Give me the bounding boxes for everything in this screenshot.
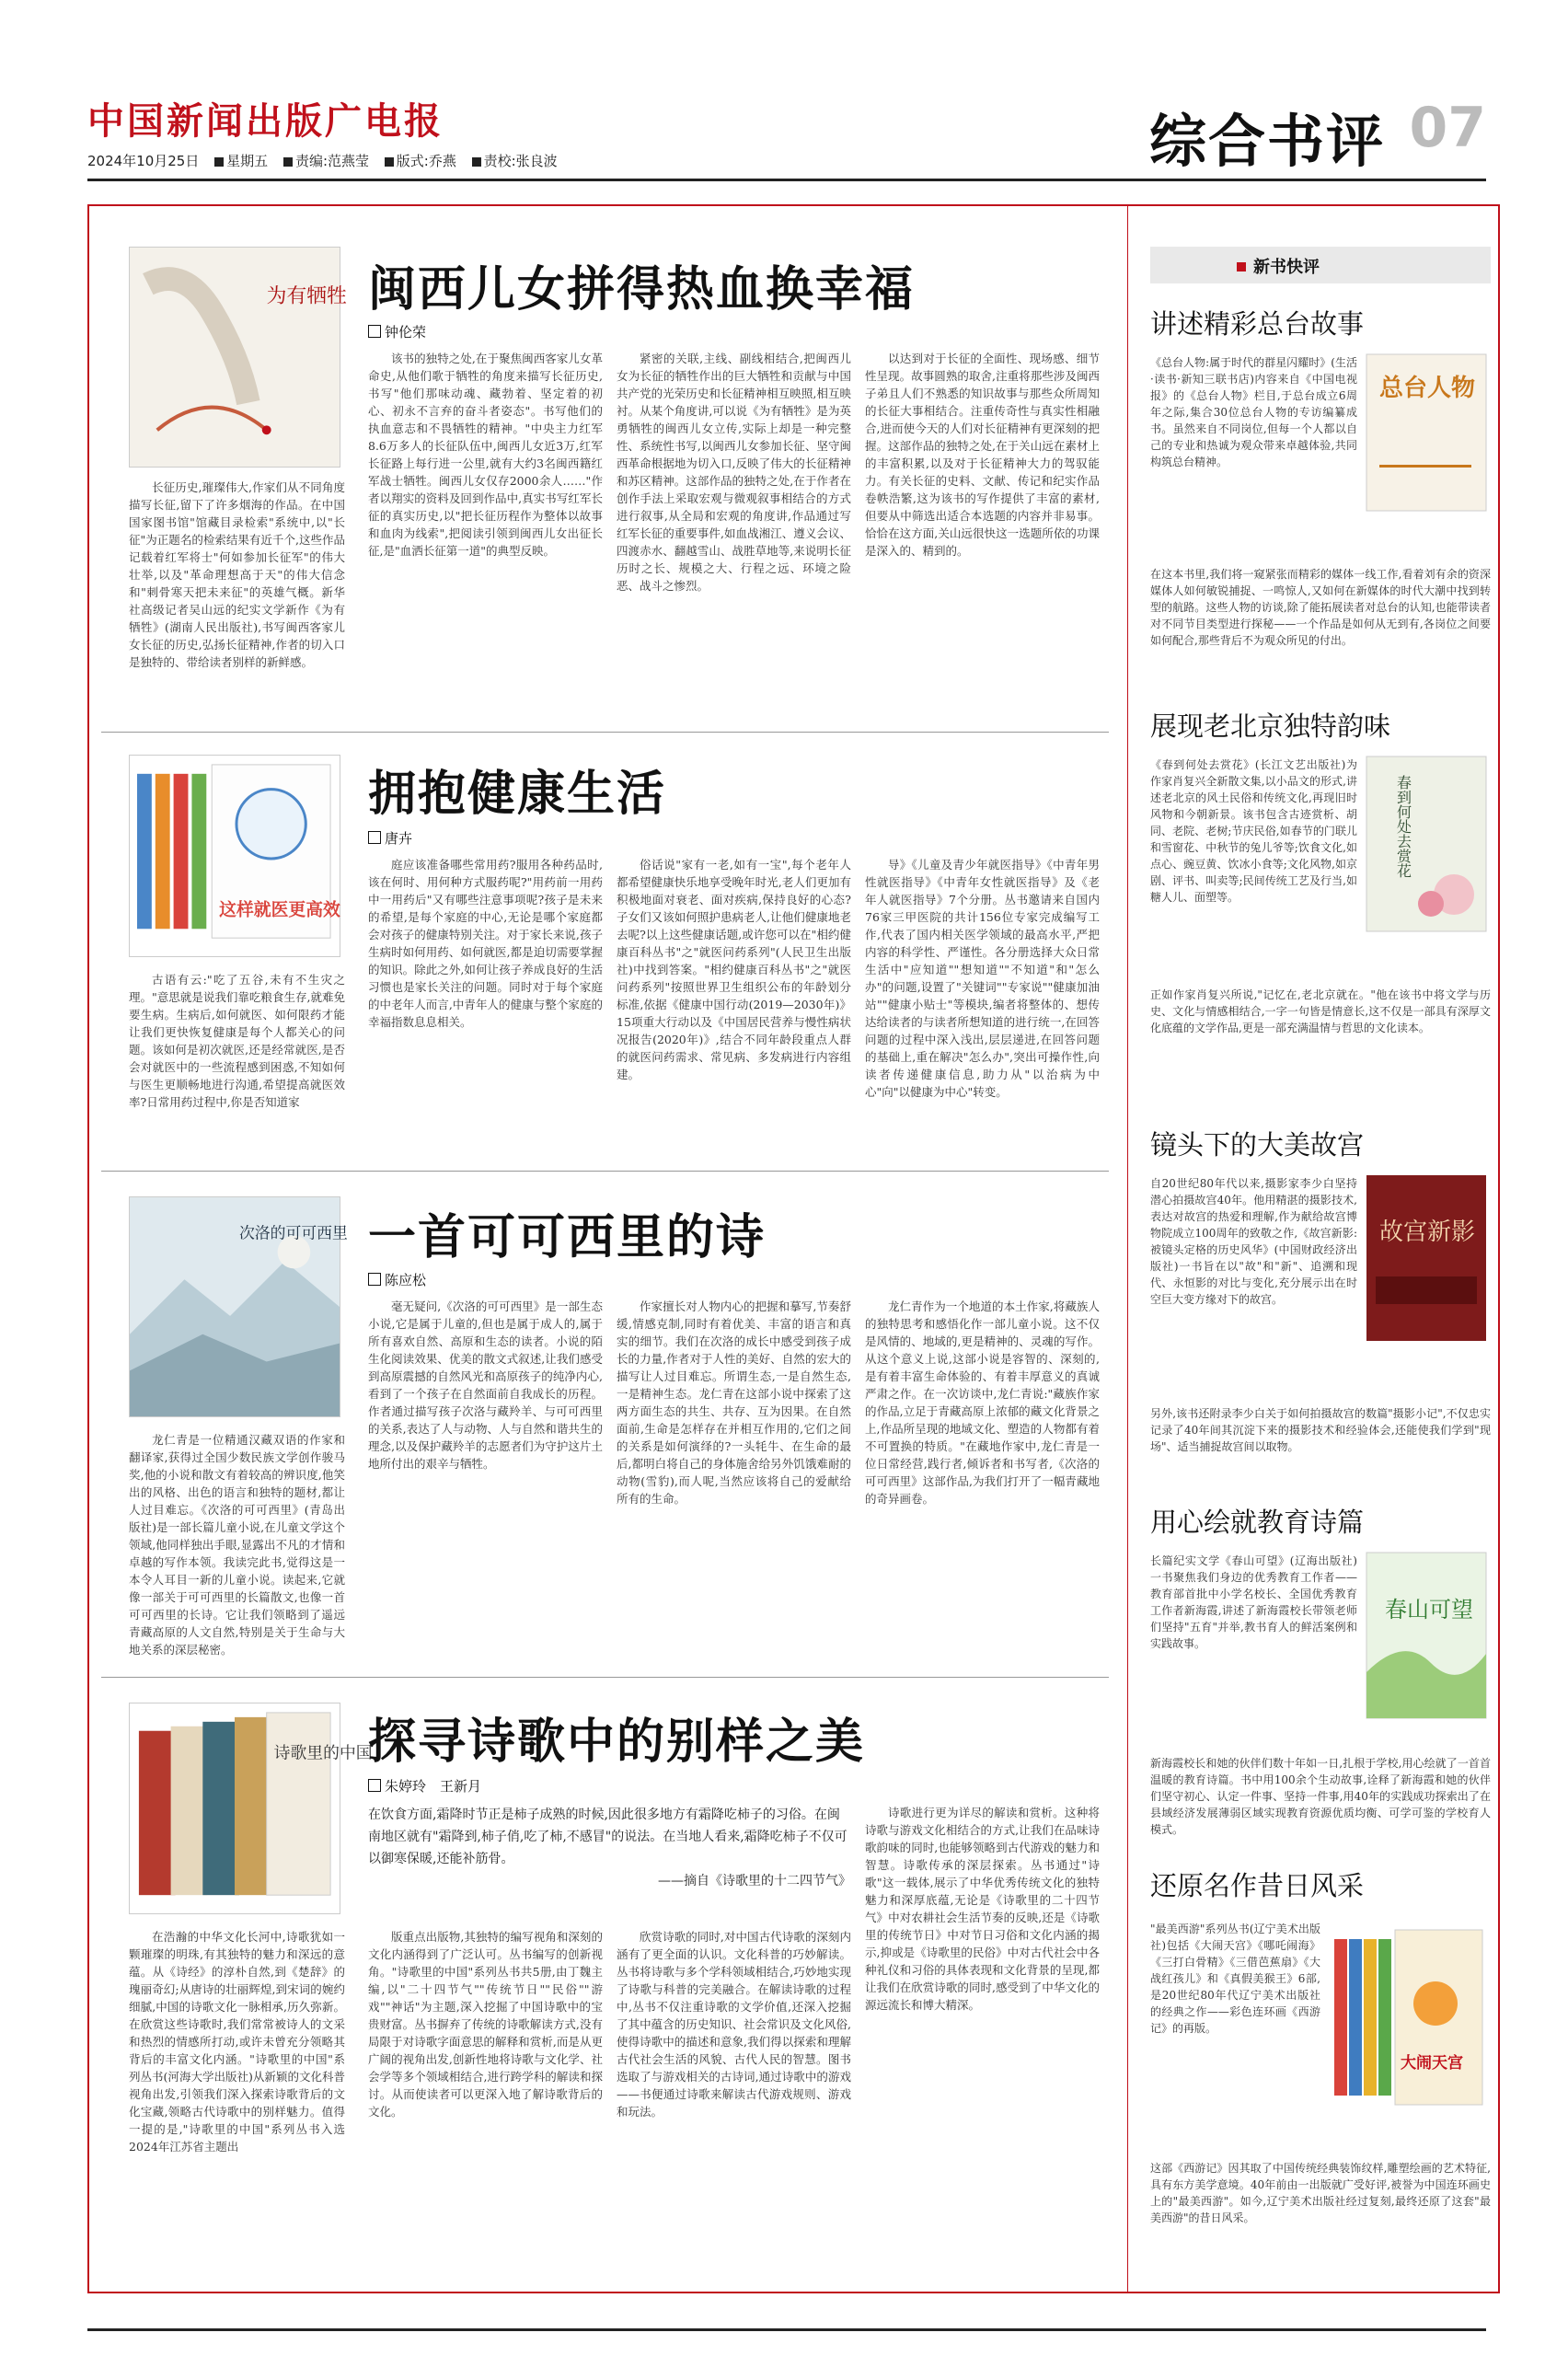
article-headline: 一首可可西里的诗 — [368, 1209, 767, 1265]
issue-date: 2024年10月25日 — [87, 153, 200, 169]
article-3 — [101, 1178, 1109, 1675]
review-text-continued: 正如作家肖复兴所说,"记忆在,老北京就在。"他在该书中将文学与历史、文化与情感相结合,一字一句皆是情意长,这不仅是一部具有深厚文化底蕴的文学作品,更是一部充满温情与哲思的文化读本。 — [1150, 988, 1491, 1034]
sidebar-review-2 — [1150, 706, 1491, 1102]
issue-weekday: 星期五 — [226, 153, 269, 169]
book-cover-title: 总台人物 — [1379, 375, 1476, 402]
article-lead-column: 古语有云:"吃了五谷,未有不生灾之理。"意思就是说我们靠吃粮食生存,就难免要生病。生病后,如何就医、如何限药才能让我们更快恢复健康是每个人都关心的问题。该如何是初次就医,还是经常就医,是否会对就医中的一些流程感到困惑,不知如何与医生更顺畅地进行沟通,希望提高就医效率?日常用药过程中,你是否知道家 — [129, 973, 345, 1109]
review-text: 自20世纪80年代以来,摄影家李少白坚持潜心拍摄故宫40年。他用精湛的摄影技术,表达对故宫的热爱和理解,作为献给故宫博物院成立100周年的致敬之作,《故宫新影:被镜头定格的历史风华》(中国财政经济出版社)一书旨在以"故"和"新"、追溯和现代、永恒影的对比与变化,充分展示出在时空巨大变方缘对下的故宫。 — [1150, 1177, 1357, 1306]
sidebar-section-tag: 新书快评 — [1150, 247, 1491, 283]
article-column-3: 龙仁青作为一个地道的本土作家,将藏族人的独特思考和感悟化作一部儿童小说。这不仅是风情的、地域的,更是精神的、灵魂的写作。从这个意义上说,这部小说是容智的、深刻的,是有着丰富生命体验的、有着丰厚意义的真诚严肃之作。在一次访谈中,龙仁青说:"藏族作家的作品,立足于青藏高原上浓郁的藏文化背景之上,作品所呈现的地域文化、塑造的人物都有着不可置换的特质。"在藏地作家中,龙仁青是一位日常经营,践行者,倾诉者和书写者,《次洛的可可西里》这部作品,为我们打开了一幅青藏地的奇异画卷。 — [865, 1299, 1100, 1506]
review-title: 还原名作昔日风采 — [1150, 1870, 1365, 1901]
article-headline: 拥抱健康生活 — [368, 766, 667, 822]
square-bullet-icon — [1237, 262, 1246, 271]
sidebar-divider — [1127, 204, 1128, 2293]
article-2 — [101, 736, 1109, 1169]
book-cover-title: 这样就医更高效 — [219, 900, 340, 920]
article-byline: 唐卉 — [368, 828, 412, 848]
article-byline: 陈应松 — [368, 1270, 426, 1289]
article-column-2: 作家擅长对人物内心的把握和摹写,节奏舒缓,情感克制,同时有着优美、丰富的语言和真实的细节。我们在次洛的成长中感受到孩子成长的力量,作者对于人性的美好、自然的宏大的描写让人过目难忘。所谓生态,一是自然生态,一是精神生态。龙仁青在这部小说中探索了这两方面生态的共生、共存、互为因果。在自然面前,生命是怎样存在并相互作用的,它们之间的关系是如何演绎的?一头牦牛、在生命的最后,都明白将自己的身体施舍给另外饥饿难耐的动物(雪豹),而人呢,当然应该将自己的爱献给所有的生命。 — [617, 1299, 851, 1506]
book-cover-image — [1325, 1921, 1486, 2114]
review-text: 长篇纪实文学《春山可望》(辽海出版社)一书聚焦我们身边的优秀教育工作者——教育部首批中小学名校长、全国优秀教育工作者新海霞,讲述了新海霞校长带领老师们坚持"五育"并举,教书育人的鲜活案例和实践故事。 — [1150, 1554, 1357, 1650]
new-books-sidebar — [1141, 204, 1491, 2293]
book-cover-image — [129, 755, 340, 957]
article-divider — [101, 1677, 1109, 1678]
date-row — [87, 151, 569, 170]
article-column-2: 俗话说"家有一老,如有一宝",每个老年人都希望健康快乐地享受晚年时光,老人们更加有积极地面对衰老、面对疾病,保持良好的心态?子女们又该如何照护患病老人,让他们健康地老去呢?以上这些健康话题,或许您可以在"相约健康百科丛书"之"就医问药系列"(人民卫生出版社)中找到答案。"相约健康百科丛书"之"就医问药系列"按照世界卫生组织公布的年龄划分标准,依据《健康中国行动(2019—2030年)》15项重大行动以及《中国居民营养与慢性病状况报告(2020年)》,结合不同年龄段重点人群的就医问药需求、常见病、多发病进行内容组建。 — [617, 858, 851, 1081]
sidebar-review-4 — [1150, 1502, 1491, 1842]
book-cover-image — [129, 1196, 348, 1417]
article-headline: 闽西儿女拼得热血换幸福 — [368, 261, 916, 318]
article-column-3: 导》《儿童及青少年就医指导》《中青年男性就医指导》《中青年女性就医指导》及《老年人就医指导》7个分册。丛书邀请来自国内76家三甲医院的共计156位专家完成编写工作,代表了国内相关医学领域的最高水平,严把内容的科学性、严谨性。各分册选择大众日常生活中"应知道""想知道""不知道"和"怎么办"的问题,设置了"关键词""专家说""健康加油站""健康小贴士"等模块,编者将整体的、想传达给读者的与读者所想知道的进行统一,在回答问题的过程中深入浅出,层层递进,在回答问题的基础上,重在解决"怎么办",突出可操作性,向读者传递健康信息,助力从"以治病为中心"向"以健康为中心"转变。 — [865, 858, 1100, 1099]
review-text: "最美西游"系列丛书(辽宁美术出版社)包括《大闹天宫》《哪吒闹海》《三打白骨精》《三借芭蕉扇》《大战红孩儿》和《真假美猴王》6部,是20世纪80年代辽宁美术出版社的经典之作——彩色连环画《西游记》的再版。 — [1150, 1923, 1320, 2035]
review-title: 展现老北京独特韵味 — [1150, 710, 1391, 742]
sidebar-review-1 — [1150, 304, 1491, 681]
page-title: 综合书评 — [1148, 108, 1385, 175]
book-cover-title: 大闹天宫 — [1401, 2054, 1463, 2073]
book-cover-title: 故宫新影 — [1379, 1218, 1476, 1246]
review-title: 用心绘就教育诗篇 — [1150, 1507, 1365, 1538]
sidebar-review-5 — [1150, 1865, 1491, 2270]
pull-quote-source: ——摘自《诗歌里的十二四节气》 — [658, 1874, 851, 1888]
book-cover-title: 次洛的可可西里 — [238, 1223, 348, 1242]
book-cover-image — [1366, 756, 1486, 931]
article-lead-column: 在浩瀚的中华文化长河中,诗歌犹如一颗璀璨的明珠,有其独特的魅力和深远的意蕴。从《诗经》的淳朴自然,到《楚辞》的瑰丽奇幻;从唐诗的壮丽辉煌,到宋词的婉约细腻,中国的诗歌文化一脉相承,历久弥新。在欣赏这些诗歌时,我们常常被诗人的文采和热烈的情感所打动,或许未曾充分领略其背后的丰富文化内涵。"诗歌里的中国"系列丛书(河海大学出版社)从新颖的文化科普视角出发,引领我们深入探索诗歌背后的文化宝藏,领略古代诗歌中的别样魅力。值得一提的是,"诗歌里的中国"系列丛书入选2024年江苏省主题出 — [129, 1930, 345, 2154]
review-text: 《总台人物:属于时代的群星闪耀时》(生活·读书·新知三联书店)内容来自《中国电视报》的《总台人物》栏目,于总台成立6周年之际,集合30位总台人物的专访编纂成书。虽然来自不同岗位,但每一个人都以自己的专业和热诚为观众带来卓越体验,共同构筑总台精神。 — [1150, 356, 1357, 468]
book-cover-title: 为有牺牲 — [266, 284, 347, 308]
article-lead-column: 龙仁青是一位精通汉藏双语的作家和翻译家,获得过全国少数民族文学创作骏马奖,他的小说和散文有着较高的辨识度,他笑出的风格、出色的语言和独特的题材,都让人过目难忘。《次洛的可可西里》(青岛出版社)是一部长篇儿童小说,在儿童文学这个领域,他同样独出手眼,显露出不凡的才情和卓越的写作本领。我读完此书,觉得这是一本令人耳目一新的儿童小说。读起来,它就像一部关于可可西里的长篇散文,也像一首可可西里的长诗。它让我们领略到了遥远青藏高原的人文自然,特别是关于生命与大地关系的深层秘密。 — [129, 1433, 345, 1657]
review-text: 《春到何处去赏花》(长江文艺出版社)为作家肖复兴全新散文集,以小品文的形式,讲述老北京的风土民俗和传统文化,再现旧时风物和今朝新景。该书包含古迹赏析、胡同、老院、老树;节庆民俗,如春节的门联儿和雪窗花、中秋节的兔儿爷等;饮食文化,如点心、豌豆黄、饮冰小食等;文化风物,如京剧、评书、叫卖等;民间传统工艺及行当,如糖人儿、面塑等。 — [1150, 758, 1357, 904]
masthead — [87, 92, 1486, 175]
masthead-rule — [87, 179, 1486, 181]
article-1 — [101, 230, 1109, 732]
footer-rule — [87, 2328, 1486, 2331]
article-column-1: 毫无疑问,《次洛的可可西里》是一部生态小说,它是属于儿童的,但也是属于成人的,属于所有喜欢自然、高原和生态的读者。小说的陌生化阅读效果、优美的散文式叙述,让我们感受到高原震撼的自然风光和高原孩子的纯净内心,看到了一个孩子在自然面前自我成长的历程。作者通过描写孩子次洛与藏羚羊、与可可西里的关系,表达了人与动物、人与自然和谐共生的理念,以及保护藏羚羊的志愿者们为守护这片土地所付出的艰辛与牺牲。 — [368, 1299, 603, 1471]
article-divider — [101, 1171, 1109, 1172]
book-cover-image — [1366, 1553, 1486, 1718]
article-column-3: 以达到对于长征的全面性、现场感、细节性呈现。故事圆熟的取舍,注重将那些涉及闽西子弟且人们不熟悉的知识故事与那些众所周知的长征大事相结合。注重传奇性与真实性相融合,进而使今天的人们对长征精神有更深刻的把握。这部作品的独特之处,在于关山远在素材上的丰富积累,以及对于长征精神大力的驾驭能力。有关长征的史料、文献、传记和纪实作品卷帙浩繁,这为该书的写作提供了丰富的素材,但要从中筛选出适合本选题的内容并非易事。恰恰在这方面,关山远很快这一选题所依的功课是深入的、精到的。 — [865, 352, 1100, 558]
pull-quote — [368, 1804, 851, 1914]
article-column-2: 紧密的关联,主线、副线相结合,把闽西儿女为长征的牺牲作出的巨大牺牲和贡献与中国共产党的光荣历史和长征精神相互映照,相互映衬。从某个角度讲,可以说《为有牺牲》是为英勇牺牲的闽西儿女立传,实际上却是一种完整性、系统性书写,以闽西儿女参加长征、坚守闽西革命根据地为切入口,反映了伟大的长征精神和苏区精神。这部作品的独特之处,在于作者在创作手法上采取宏观与微观叙事相结合的方式进行叙事,从全局和宏观的角度讲,作品通过写红军长征的重要事件,如血战湘江、遵义会议、四渡赤水、翻越雪山、战胜草地等,来说明长征历时之长、规模之大、行程之远、环境之险恶、战斗之惨烈。 — [617, 352, 851, 593]
review-title: 讲述精彩总台故事 — [1150, 308, 1365, 340]
book-cover-image — [129, 1703, 373, 1914]
paper-name: 中国新闻出版广电报 — [87, 99, 444, 143]
editor-credit: 责编:范燕莹 — [294, 153, 369, 169]
book-cover-title: 诗歌里的中国 — [273, 1743, 373, 1763]
review-text-continued: 这部《西游记》因其取了中国传统经典装饰纹样,雕塑绘画的艺术特征,具有东方美学意境。40年前由一出版就广受好评,被誉为中国连环画史上的"最美西游"。如今,辽宁美术出版社经过复刻,最终还原了这套"最美西游"的昔日风采。 — [1150, 2162, 1491, 2224]
sidebar-review-3 — [1150, 1125, 1491, 1484]
page-number: 07 — [1409, 96, 1486, 160]
article-column-2: 欣赏诗歌的同时,对中国古代诗歌的深刻内涵有了更全面的认识。文化科普的巧妙解读。丛书将诗歌与多个学科领域相结合,巧妙地实现了诗歌与科普的完美融合。在解读诗歌的过程中,丛书不仅注重诗歌的文学价值,还深入挖掘了其中蕴含的历史知识、社会常识及文化风俗,使得诗歌中的描述和意象,我们得以探索和理解古代社会生活的风貌、古代人民的智慧。图书选取了与游戏相关的古诗词,通过诗歌中的游戏——书便通过诗歌来解读古代游戏规则、游戏和玩法。 — [617, 1930, 851, 2119]
article-divider — [101, 732, 1109, 733]
article-byline: 朱婷玲 王新月 — [368, 1776, 481, 1796]
pull-quote-text: 在饮食方面,霜降时节正是柿子成熟的时候,因此很多地方有霜降吃柿子的习俗。在闽南地区就有"霜降到,柿子俏,吃了柿,不感冒"的说法。在当地人看来,霜降吃柿子不仅可以御寒保暖,还能补筋骨。 — [368, 1807, 847, 1866]
review-title: 镜头下的大美故宫 — [1150, 1129, 1365, 1161]
article-column-1: 该书的独特之处,在于聚焦闽西客家儿女革命史,从他们歌于牺牲的角度来描写长征历史,书写"他们那味动魂、藏勃着、坚定着的初心、初永不言弃的奋斗者姿态"。书写他们的执血意志和不畏牺牲的精神。"中央主力红军8.6万多人的长征队伍中,闽西儿女近3万,红军长征路上每行进一公里,就有大约3名闽西籍红军战士牺牲。闽西儿女仅存2000余人……"作者以翔实的资料及回到作品中,真实书写红军长征的真实历史,以"把长征历程作为整体以故事和血肉为线索",把阅读引领到闽西儿女出征长征,是"血洒长征第一道"的典型反映。 — [368, 352, 603, 558]
review-text-continued: 另外,该书还附录李少白关于如何拍摄故宫的数篇"摄影小记",不仅忠实记录了40年间其沉淀下来的摄影技术和经验体会,还能使我们学到"现场"、适当捕捉故宫间以取物。 — [1150, 1407, 1491, 1453]
article-column-1: 庭应该准备哪些常用药?服用各种药品时,该在何时、用何种方式服药呢?"用药前一用药中一用药后"又有哪些注意事项呢?孩子是未来的希望,是每个家庭的中心,无论是哪个家庭都会对孩子的健康特别关注。对于家长来说,孩子生病时如何用药、如何就医,都是迫切需要掌握的知识。除此之外,如何让孩子养成良好的生活习惯也是家长关注的问题。同时对于每个家庭的中老年人而言,中青年人的健康与整个家庭的幸福指数息息相关。 — [368, 858, 603, 1029]
book-cover-title: 春到何处去赏花 — [1394, 775, 1412, 878]
review-text-continued: 新海霞校长和她的伙伴们数十年如一日,扎根于学校,用心绘就了一首首温暖的教育诗篇。书中用100余个生动故事,诠释了新海霞和她的伙伴们坚守初心、认定一件事、坚持一件事,用40年的实践成功探索出了在县域经济发展薄弱区域实现教育资源优质均衡、可学可鉴的学校育人模式。 — [1150, 1757, 1491, 1836]
article-column-1: 版重点出版物,其独特的编写视角和深刻的文化内涵得到了广泛认可。丛书编写的创新视角。"诗歌里的中国"系列丛书共5册,由丁魏主编,以"二十四节气""传统节日""民俗""游戏""神话"为主题,深入挖掘了中国诗歌中的宝贵财富。丛书摒弃了传统的诗歌解读方式,没有局限于对诗歌字面意思的解释和赏析,而是从更广阔的视角出发,创新性地将诗歌与文化学、社会学等多个领域相结合,进行跨学科的解读和探讨。从而使读者可以更深入地了解诗歌背后的文化。 — [368, 1930, 603, 2119]
article-lead-column: 长征历史,璀璨伟大,作家们从不同角度描写长征,留下了许多烟海的作品。在中国国家图书馆"馆藏目录检索"系统中,以"长征"为正题名的检索结果有近千个,这些作品记载着红军将士"何如参加长征军"的伟大壮举,以及"革命理想高于天"的伟大信念和"刺骨寒天把未来征"的英雄气概。新华社高级记者吴山远的纪实文学新作《为有牺牲》(湖南人民出版社),书写闽西客家儿女长征的历史,弘扬长征精神,作者的切入口是独特的、带给读者别样的新鲜感。 — [129, 480, 345, 669]
article-headline: 探寻诗歌中的别样之美 — [368, 1714, 866, 1770]
article-column-3: 诗歌进行更为详尽的解读和赏析。这种将诗歌与游戏文化相结合的方式,让我们在品味诗歌韵味的同时,也能够领略到古代游戏的魅力和智慧。诗歌传承的深层探索。丛书通过"诗歌"这一载体,展示了中华优秀传统文化的独特魅力和深厚底蕴,无论是《诗歌里的二十四节气》中对农耕社会生活节奏的反映,还是《诗歌里的传统节日》中对节日习俗和文化内涵的揭示,抑或是《诗歌里的民俗》中对古代社会中各种礼仪和习俗的具体表现和文化背景的呈现,都让我们在欣赏诗歌的同时,感受到了中华文化的源远流长和博大精深。 — [865, 1806, 1100, 2012]
layout-credit: 版式:乔燕 — [396, 153, 456, 169]
book-cover-image — [129, 247, 347, 468]
book-cover-image — [1366, 354, 1486, 511]
proof-credit: 责校:张良波 — [483, 153, 558, 169]
book-cover-title: 春山可望 — [1385, 1597, 1473, 1623]
article-byline: 钟伦荣 — [368, 322, 426, 341]
book-cover-image — [1366, 1175, 1486, 1341]
article-4 — [101, 1684, 1109, 2282]
review-text-continued: 在这本书里,我们将一窥紧张而精彩的媒体一线工作,看着刘有余的资深媒体人如何敏锐捕捉、一鸣惊人,又如何在新媒体的时代大潮中找到转型的航路。这些人物的访谈,除了能拓展读者对总台的认知,也能带读者对不同节目类型进行探秘——一个作品是如何从无到有,各岗位之间要如何配合,那些背后不为观众所见的付出。 — [1150, 568, 1491, 647]
